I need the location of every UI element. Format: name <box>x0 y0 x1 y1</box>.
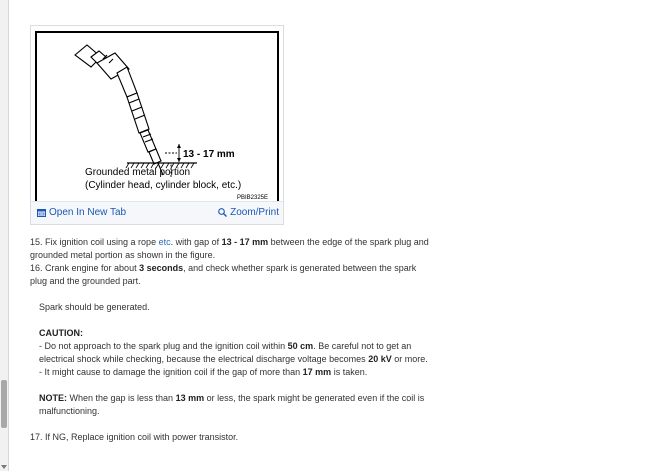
open-in-new-tab-label: Open In New Tab <box>49 207 127 218</box>
figure-illustration <box>35 31 279 203</box>
figure-card <box>30 25 284 225</box>
figure-toolbar <box>31 201 283 224</box>
step-15: 15. Fix ignition coil using a rope etc. with gap of 13 - 17 mm between the edge of the spark plug and grounded metal portion as shown in the figure. <box>30 237 429 260</box>
procedure-text <box>30 236 435 444</box>
figure-code: PBIB2325E <box>237 195 269 201</box>
gap-value: 13 - 17 mm <box>221 237 269 247</box>
caution-item-1: - Do not approach to the spark plug and the ignition coil within 50 cm. Be careful not to get an electrical shock while checking, because the electrical discharge voltage becomes 20 kV or more. <box>39 341 428 364</box>
scroll-down-arrow-icon[interactable] <box>1 465 7 469</box>
magnifier-icon <box>218 208 227 217</box>
spark-expected: Spark should be generated. <box>39 302 150 312</box>
zoom-print-label: Zoom/Print <box>230 207 279 218</box>
ignition-coil-diagram <box>37 33 277 201</box>
left-scrollbar[interactable] <box>0 0 9 471</box>
gap-dimension-label: 13 - 17 mm <box>183 149 235 160</box>
caution-heading: CAUTION: <box>39 328 83 338</box>
scrollbar-thumb[interactable] <box>1 380 7 428</box>
open-in-new-tab-button[interactable] <box>37 207 126 218</box>
ignition-coil-drawing <box>75 45 163 175</box>
window-icon <box>37 209 46 217</box>
caption-line-2: (Cylinder head, cylinder block, etc.) <box>85 180 242 191</box>
note: NOTE: When the gap is less than 13 mm or less, the spark might be generated even if the coil is malfunctioning. <box>39 393 425 416</box>
etc-link[interactable]: etc <box>158 237 171 247</box>
caution-item-2: - It might cause to damage the ignition coil if the gap of more than 17 mm is taken. <box>39 367 368 377</box>
step-16: 16. Crank engine for about 3 seconds, and check whether spark is generated between the spark plug and the grounded part. <box>30 263 417 286</box>
step-17: 17. If NG, Replace ignition coil with power transistor. <box>30 432 239 442</box>
caption-line-1: Grounded metal portion <box>85 167 191 178</box>
zoom-print-button[interactable] <box>218 207 279 218</box>
crank-time: 3 seconds <box>139 263 184 273</box>
